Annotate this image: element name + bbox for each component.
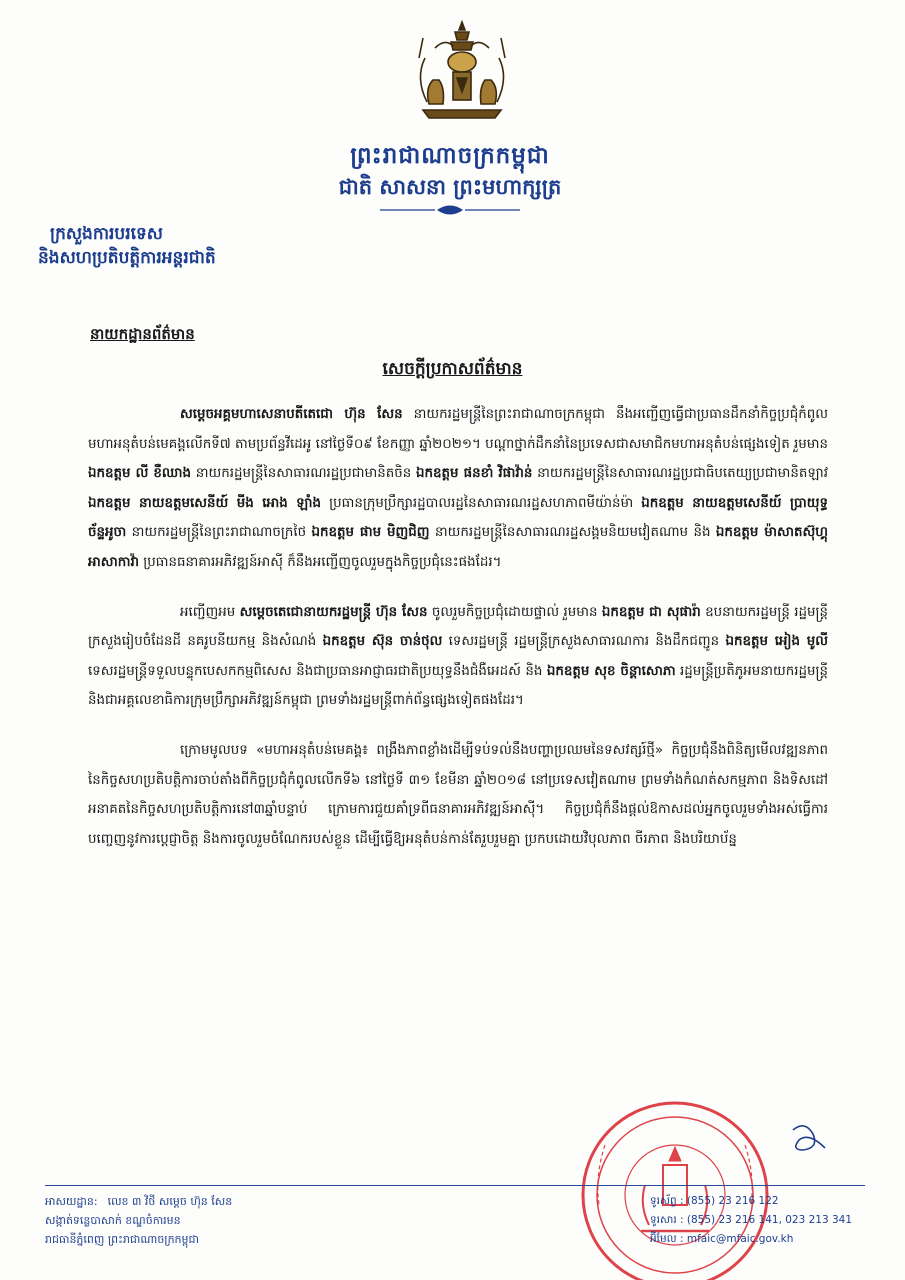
address-line2: សង្កាត់ទន្លេបាសាក់ ខណ្ឌចំការមន: [45, 1214, 181, 1227]
address-label: អាសយដ្ឋាន:: [45, 1195, 98, 1208]
official-seal-icon: [575, 1085, 775, 1280]
bold-name: ឯកឧត្តម នាយឧត្តមសេនីយ៍ ប្រាយុទ្ធ ច័ន្ទអូចា: [88, 495, 828, 541]
footer-contacts: [650, 1192, 852, 1249]
ministry-name-line1: ក្រសួងការបរទេស: [50, 224, 163, 244]
footer-divider: [45, 1185, 865, 1186]
paragraph-1: [88, 400, 828, 578]
ministry-name-line2: និងសហប្រតិបត្តិការអន្តរជាតិ: [38, 248, 216, 268]
paragraph-2: [88, 598, 828, 716]
address-value: លេខ ៣ វិថី សម្តេច ហ៊ុន សែន: [107, 1195, 233, 1208]
bold-name: ឯកឧត្តម ជា សុផារ៉ា: [601, 604, 701, 620]
bold-name: ឯកឧត្តម លី ខឺឈាង: [88, 466, 192, 482]
document-body: [88, 400, 828, 874]
document-title-text: សេចក្តីប្រកាសព័ត៌មាន: [382, 359, 523, 379]
text-span: ទេសរដ្ឋមន្ត្រីទទួលបន្ទុកបេសកកម្មពិសេស និងជាប្រធានអាជ្ញាធរជាតិប្រយុទ្ធនឹងជំងឺអេដស៍ និង: [88, 663, 547, 679]
address-line3: រាជធានីភ្នំពេញ ព្រះរាជាណាចក្រកម្ពុជា: [45, 1233, 199, 1246]
contact-telephone: ទូរស័ព្ទ : (855) 23 216 122: [650, 1195, 779, 1207]
bold-name: ឯកឧត្តម ផាម មិញជិញ: [311, 525, 430, 541]
national-motto: ជាតិ សាសនា ព្រះមហាក្សត្រ: [338, 175, 562, 199]
bold-name: ឯកឧត្តម សុខ ចិន្តាសោភា: [546, 663, 676, 679]
text-span: រដ្ឋមន្ត្រីប្រតិភូអមនាយករដ្ឋមន្ត្រី និងជាអគ្គលេខាធិការក្រុមប្រឹក្សាអភិវឌ្ឍន៍កម្ពុជា ព្រមទាំងរដ្ឋមន្ត្រីពាក់ព័ន្ធផ្សេងទៀតផងដែរ។: [88, 663, 828, 709]
bold-name: សម្តេចអគ្គមហាសេនាបតីតេជោ ហ៊ុន សែន: [180, 407, 403, 422]
bold-name: ឯកឧត្តម ផនខាំ វិផាវ៉ាន់: [415, 466, 533, 482]
department-name: នាយកដ្ឋានព័ត៌មាន: [90, 325, 195, 343]
ornament-divider-icon: [375, 203, 525, 217]
text-span: នាយករដ្ឋមន្ត្រីនៃសាធារណរដ្ឋប្រជាធិបតេយ្យប្រជាមានិតឡាវ: [532, 466, 829, 482]
text-span: ប្រធានក្រុមប្រឹក្សារដ្ឋបាលរដ្ឋនៃសាធារណរដ្ឋសហភាពមីយ៉ាន់ម៉ា: [321, 495, 642, 511]
text-span: ឧបនាយករដ្ឋមន្ត្រី រដ្ឋមន្ត្រីក្រសួងរៀបចំដែនដី នគរូបនីយកម្ម និងសំណង់: [88, 604, 828, 650]
ministry-name: [38, 222, 216, 270]
text-span: នាយករដ្ឋមន្ត្រីនៃសាធារណរដ្ឋប្រជាមានិតចិន: [191, 466, 416, 482]
bold-name: សម្តេចតេជោនាយករដ្ឋមន្ត្រី ហ៊ុន សែន: [239, 604, 428, 620]
contact-email: អ៊ីមែល : mfaic@mfaic.gov.kh: [650, 1233, 794, 1245]
text-span: ប្រធានធនាគារអភិវឌ្ឍន៍អាស៊ី ក៏នឹងអញ្ជើញចូលរួមក្នុងកិច្ចប្រជុំនេះផងដែរ។: [139, 554, 502, 570]
text-span: ទេសរដ្ឋមន្ត្រី រដ្ឋមន្ត្រីក្រសួងសាធារណការ និងដឹកជញ្ជូន: [442, 634, 726, 650]
bold-name: ឯកឧត្តម ម៉ាសាតស៊ុហ្គុ អាសាកាវ៉ា: [88, 525, 829, 570]
signature-mark-icon: [785, 1120, 835, 1160]
text-span: នាយករដ្ឋមន្ត្រីនៃសាធារណរដ្ឋសង្គមនិយមវៀតណាម និង: [429, 525, 716, 541]
text-span: នាយករដ្ឋមន្ត្រីនៃព្រះរាជាណាចក្រថៃ: [126, 525, 312, 541]
text-span: ចូលរួមកិច្ចប្រជុំដោយផ្ទាល់ រួមមាន: [427, 604, 602, 620]
text-span: នាយករដ្ឋមន្ត្រីនៃព្រះរាជាណាចក្រកម្ពុជា នឹងអញ្ជើញធ្វើជាប្រធានដឹកនាំកិច្ចប្រជុំកំពូលមហាអនុតំបន់មេគង្គលើកទី៧ តាមប្រព័ន្ធវីដេអូ នៅថ្ងៃទី០៩ ខែកញ្ញា ឆ្នាំ២០២១។ បណ្តាថ្នាក់ដឹកនាំនៃប្រទេសជាសមាជិកមហាអនុតំបន់ផ្សេងទៀត រួមមាន: [88, 407, 829, 452]
bold-name: ឯកឧត្តម នាយឧត្តមសេនីយ៍ មីង អោង ឡាំង: [88, 495, 322, 511]
kingdom-name: ព្រះរាជាណាចក្រកម្ពុជា: [350, 143, 550, 169]
document-title: [0, 358, 905, 383]
contact-fax: ទូរសារ : (855) 23 216 141, 023 213 341: [650, 1214, 853, 1226]
royal-emblem-icon: [405, 18, 520, 130]
bold-name: ឯកឧត្តម ស៊ុន ចាន់ថុល: [322, 634, 443, 650]
text-span: អញ្ជើញអម: [180, 604, 240, 620]
footer-address: [45, 1192, 232, 1249]
paragraph-3: ក្រោមមូលបទ «មហាអនុតំបន់មេគង្គ៖ ពង្រឹងភាពខ្លាំងដើម្បីទប់ទល់នឹងបញ្ហាប្រឈមនៃទសវត្សរ៍ថ្មី» កិច្ចប្រជុំនឹងពិនិត្យមើលវឌ្ឍនភាពនៃកិច្ចសហប្រតិបត្តិការចាប់តាំងពីកិច្ចប្រជុំកំពូលលើកទី៦ នៅថ្ងៃទី ៣១ ខែមីនា ឆ្នាំ២០១៨ នៅប្រទេសវៀតណាម ព្រមទាំងកំណត់សកម្មភាព និងទិសដៅអនាគតនៃកិច្ចសហប្រតិបត្តិការនៅ៣ឆ្នាំបន្ទាប់ ក្រោមការជួយគាំទ្រពីធនាគារអភិវឌ្ឍន៍អាស៊ី។ កិច្ចប្រជុំក៏នឹងផ្តល់ឱកាសដល់អ្នកចូលរួមទាំងអស់ធ្វើការបញ្ចេញនូវការប្តេជ្ញាចិត្ត និងការចូលរួមចំណែករបស់ខ្លួន ដើម្បីធ្វើឱ្យអនុតំបន់កាន់តែរួបរួមគ្នា ប្រកបដោយវិបុលភាព ចីរភាព និងបរិយាប័ន្ន: [88, 742, 828, 847]
kingdom-header: [300, 140, 600, 202]
bold-name: ឯកឧត្តម អៀង មូលី: [725, 634, 828, 650]
